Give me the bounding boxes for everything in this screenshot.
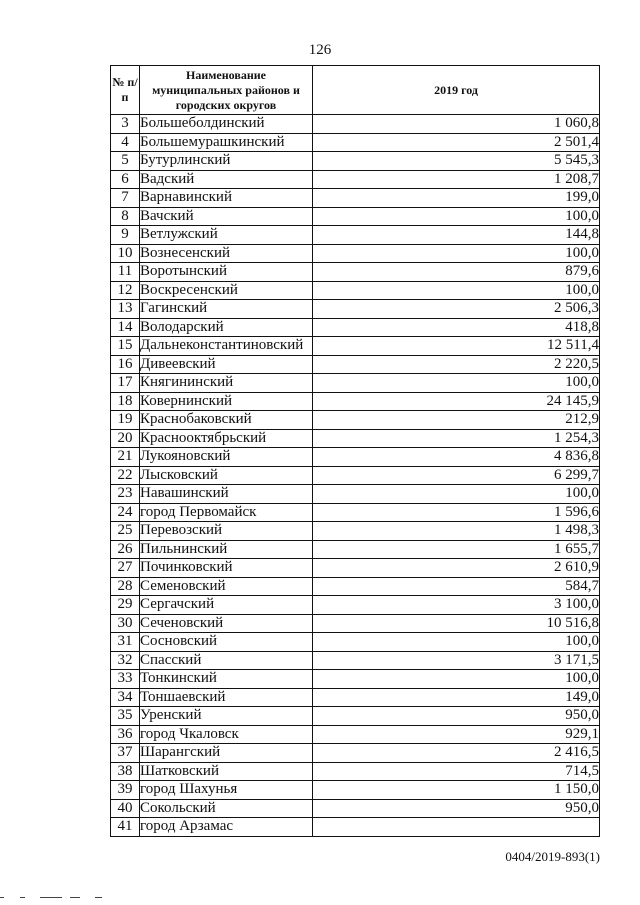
header-name: Наименование муниципальных районов и городских округов — [140, 66, 313, 115]
row-value: 1 596,6 — [313, 503, 600, 522]
row-name: Починковский — [140, 559, 313, 578]
table-row — [111, 448, 600, 467]
row-value — [313, 818, 600, 837]
row-number: 30 — [111, 614, 140, 633]
row-value: 879,6 — [313, 263, 600, 282]
table-row — [111, 429, 600, 448]
table-row — [111, 189, 600, 208]
row-value: 929,1 — [313, 725, 600, 744]
row-number: 8 — [111, 207, 140, 226]
row-value: 1 208,7 — [313, 170, 600, 189]
row-value: 149,0 — [313, 688, 600, 707]
table-row — [111, 374, 600, 393]
row-name: Лукояновский — [140, 448, 313, 467]
row-value: 418,8 — [313, 318, 600, 337]
row-name: Краснобаковский — [140, 411, 313, 430]
table-row — [111, 651, 600, 670]
row-value: 950,0 — [313, 707, 600, 726]
row-value: 100,0 — [313, 244, 600, 263]
table-row — [111, 115, 600, 134]
row-name: Вачский — [140, 207, 313, 226]
table-row — [111, 707, 600, 726]
row-name: Варнавинский — [140, 189, 313, 208]
row-value: 714,5 — [313, 762, 600, 781]
row-name: город Чкаловск — [140, 725, 313, 744]
row-value: 6 299,7 — [313, 466, 600, 485]
row-number: 4 — [111, 133, 140, 152]
row-number: 14 — [111, 318, 140, 337]
row-number: 18 — [111, 392, 140, 411]
table-row — [111, 263, 600, 282]
table-row — [111, 318, 600, 337]
row-value: 4 836,8 — [313, 448, 600, 467]
table-row — [111, 244, 600, 263]
row-name: Перевозский — [140, 522, 313, 541]
row-number: 7 — [111, 189, 140, 208]
row-value: 100,0 — [313, 670, 600, 689]
row-number: 31 — [111, 633, 140, 652]
row-name: Пильнинский — [140, 540, 313, 559]
table-row — [111, 522, 600, 541]
row-value: 100,0 — [313, 485, 600, 504]
row-value: 144,8 — [313, 226, 600, 245]
table-row — [111, 614, 600, 633]
row-value: 1 655,7 — [313, 540, 600, 559]
table-header-row — [111, 66, 600, 115]
row-name: Большеболдинский — [140, 115, 313, 134]
table-row — [111, 744, 600, 763]
row-value: 2 416,5 — [313, 744, 600, 763]
row-value: 100,0 — [313, 374, 600, 393]
page-number: 126 — [308, 42, 332, 58]
row-value: 199,0 — [313, 189, 600, 208]
row-value: 1 498,3 — [313, 522, 600, 541]
row-name: Вознесенский — [140, 244, 313, 263]
row-name: Сеченовский — [140, 614, 313, 633]
row-name: Сокольский — [140, 799, 313, 818]
row-value: 584,7 — [313, 577, 600, 596]
row-number: 38 — [111, 762, 140, 781]
table-row — [111, 688, 600, 707]
row-value: 950,0 — [313, 799, 600, 818]
row-name: Гагинский — [140, 300, 313, 319]
table-row — [111, 466, 600, 485]
row-number: 41 — [111, 818, 140, 837]
table-row — [111, 207, 600, 226]
row-number: 34 — [111, 688, 140, 707]
row-number: 22 — [111, 466, 140, 485]
row-name: Дивеевский — [140, 355, 313, 374]
row-name: Ковернинский — [140, 392, 313, 411]
row-number: 40 — [111, 799, 140, 818]
row-number: 16 — [111, 355, 140, 374]
row-name: Семеновский — [140, 577, 313, 596]
row-name: Ветлужский — [140, 226, 313, 245]
row-number: 11 — [111, 263, 140, 282]
scan-edge-artifact — [0, 897, 640, 899]
row-number: 29 — [111, 596, 140, 615]
row-value: 100,0 — [313, 207, 600, 226]
row-name: Княгининский — [140, 374, 313, 393]
row-number: 17 — [111, 374, 140, 393]
row-value: 2 506,3 — [313, 300, 600, 319]
row-name: Краснооктябрьский — [140, 429, 313, 448]
table-row — [111, 559, 600, 578]
table-row — [111, 411, 600, 430]
row-name: Уренский — [140, 707, 313, 726]
table-row — [111, 781, 600, 800]
row-value: 212,9 — [313, 411, 600, 430]
row-number: 32 — [111, 651, 140, 670]
row-value: 1 150,0 — [313, 781, 600, 800]
row-name: Сергачский — [140, 596, 313, 615]
table-row — [111, 355, 600, 374]
row-value: 3 100,0 — [313, 596, 600, 615]
row-number: 35 — [111, 707, 140, 726]
table-row — [111, 485, 600, 504]
row-name: Сосновский — [140, 633, 313, 652]
table-row — [111, 170, 600, 189]
row-name: Спасский — [140, 651, 313, 670]
table-row — [111, 577, 600, 596]
row-name: Дальнеконстантиновский — [140, 337, 313, 356]
table-row — [111, 540, 600, 559]
row-name: Лысковский — [140, 466, 313, 485]
table-row — [111, 281, 600, 300]
row-number: 12 — [111, 281, 140, 300]
table-row — [111, 392, 600, 411]
header-num: № п/п — [111, 66, 140, 115]
row-number: 39 — [111, 781, 140, 800]
row-name: город Арзамас — [140, 818, 313, 837]
row-number: 13 — [111, 300, 140, 319]
table-body — [111, 115, 600, 837]
row-value: 5 545,3 — [313, 152, 600, 171]
row-value: 3 171,5 — [313, 651, 600, 670]
budget-table — [110, 65, 600, 837]
row-number: 36 — [111, 725, 140, 744]
row-number: 33 — [111, 670, 140, 689]
row-name: Вадский — [140, 170, 313, 189]
row-name: Тонкинский — [140, 670, 313, 689]
row-name: город Шахунья — [140, 781, 313, 800]
row-number: 25 — [111, 522, 140, 541]
row-number: 9 — [111, 226, 140, 245]
row-name: Воротынский — [140, 263, 313, 282]
table-row — [111, 725, 600, 744]
row-number: 6 — [111, 170, 140, 189]
row-name: Тоншаевский — [140, 688, 313, 707]
row-number: 24 — [111, 503, 140, 522]
row-name: Володарский — [140, 318, 313, 337]
table-row — [111, 762, 600, 781]
row-number: 15 — [111, 337, 140, 356]
row-number: 19 — [111, 411, 140, 430]
row-name: Навашинский — [140, 485, 313, 504]
table-row — [111, 337, 600, 356]
row-number: 26 — [111, 540, 140, 559]
header-year: 2019 год — [313, 66, 600, 115]
row-number: 10 — [111, 244, 140, 263]
row-value: 24 145,9 — [313, 392, 600, 411]
row-value: 1 254,3 — [313, 429, 600, 448]
table-row — [111, 670, 600, 689]
table-row — [111, 799, 600, 818]
row-value: 2 610,9 — [313, 559, 600, 578]
row-name: Шарангский — [140, 744, 313, 763]
row-value: 100,0 — [313, 281, 600, 300]
table-row — [111, 596, 600, 615]
row-value: 12 511,4 — [313, 337, 600, 356]
row-value: 100,0 — [313, 633, 600, 652]
row-name: Бутурлинский — [140, 152, 313, 171]
row-value: 10 516,8 — [313, 614, 600, 633]
row-number: 28 — [111, 577, 140, 596]
document-code: 0404/2019-893(1) — [505, 849, 600, 864]
table-row — [111, 300, 600, 319]
row-name: Шатковский — [140, 762, 313, 781]
table-row — [111, 633, 600, 652]
row-number: 3 — [111, 115, 140, 134]
row-number: 21 — [111, 448, 140, 467]
row-number: 37 — [111, 744, 140, 763]
table-row — [111, 226, 600, 245]
row-value: 1 060,8 — [313, 115, 600, 134]
row-number: 20 — [111, 429, 140, 448]
row-name: город Первомайск — [140, 503, 313, 522]
table-row — [111, 818, 600, 837]
table-row — [111, 133, 600, 152]
row-number: 23 — [111, 485, 140, 504]
row-name: Большемурашкинский — [140, 133, 313, 152]
row-value: 2 220,5 — [313, 355, 600, 374]
row-value: 2 501,4 — [313, 133, 600, 152]
table-row — [111, 503, 600, 522]
row-number: 5 — [111, 152, 140, 171]
row-number: 27 — [111, 559, 140, 578]
table-row — [111, 152, 600, 171]
row-name: Воскресенский — [140, 281, 313, 300]
